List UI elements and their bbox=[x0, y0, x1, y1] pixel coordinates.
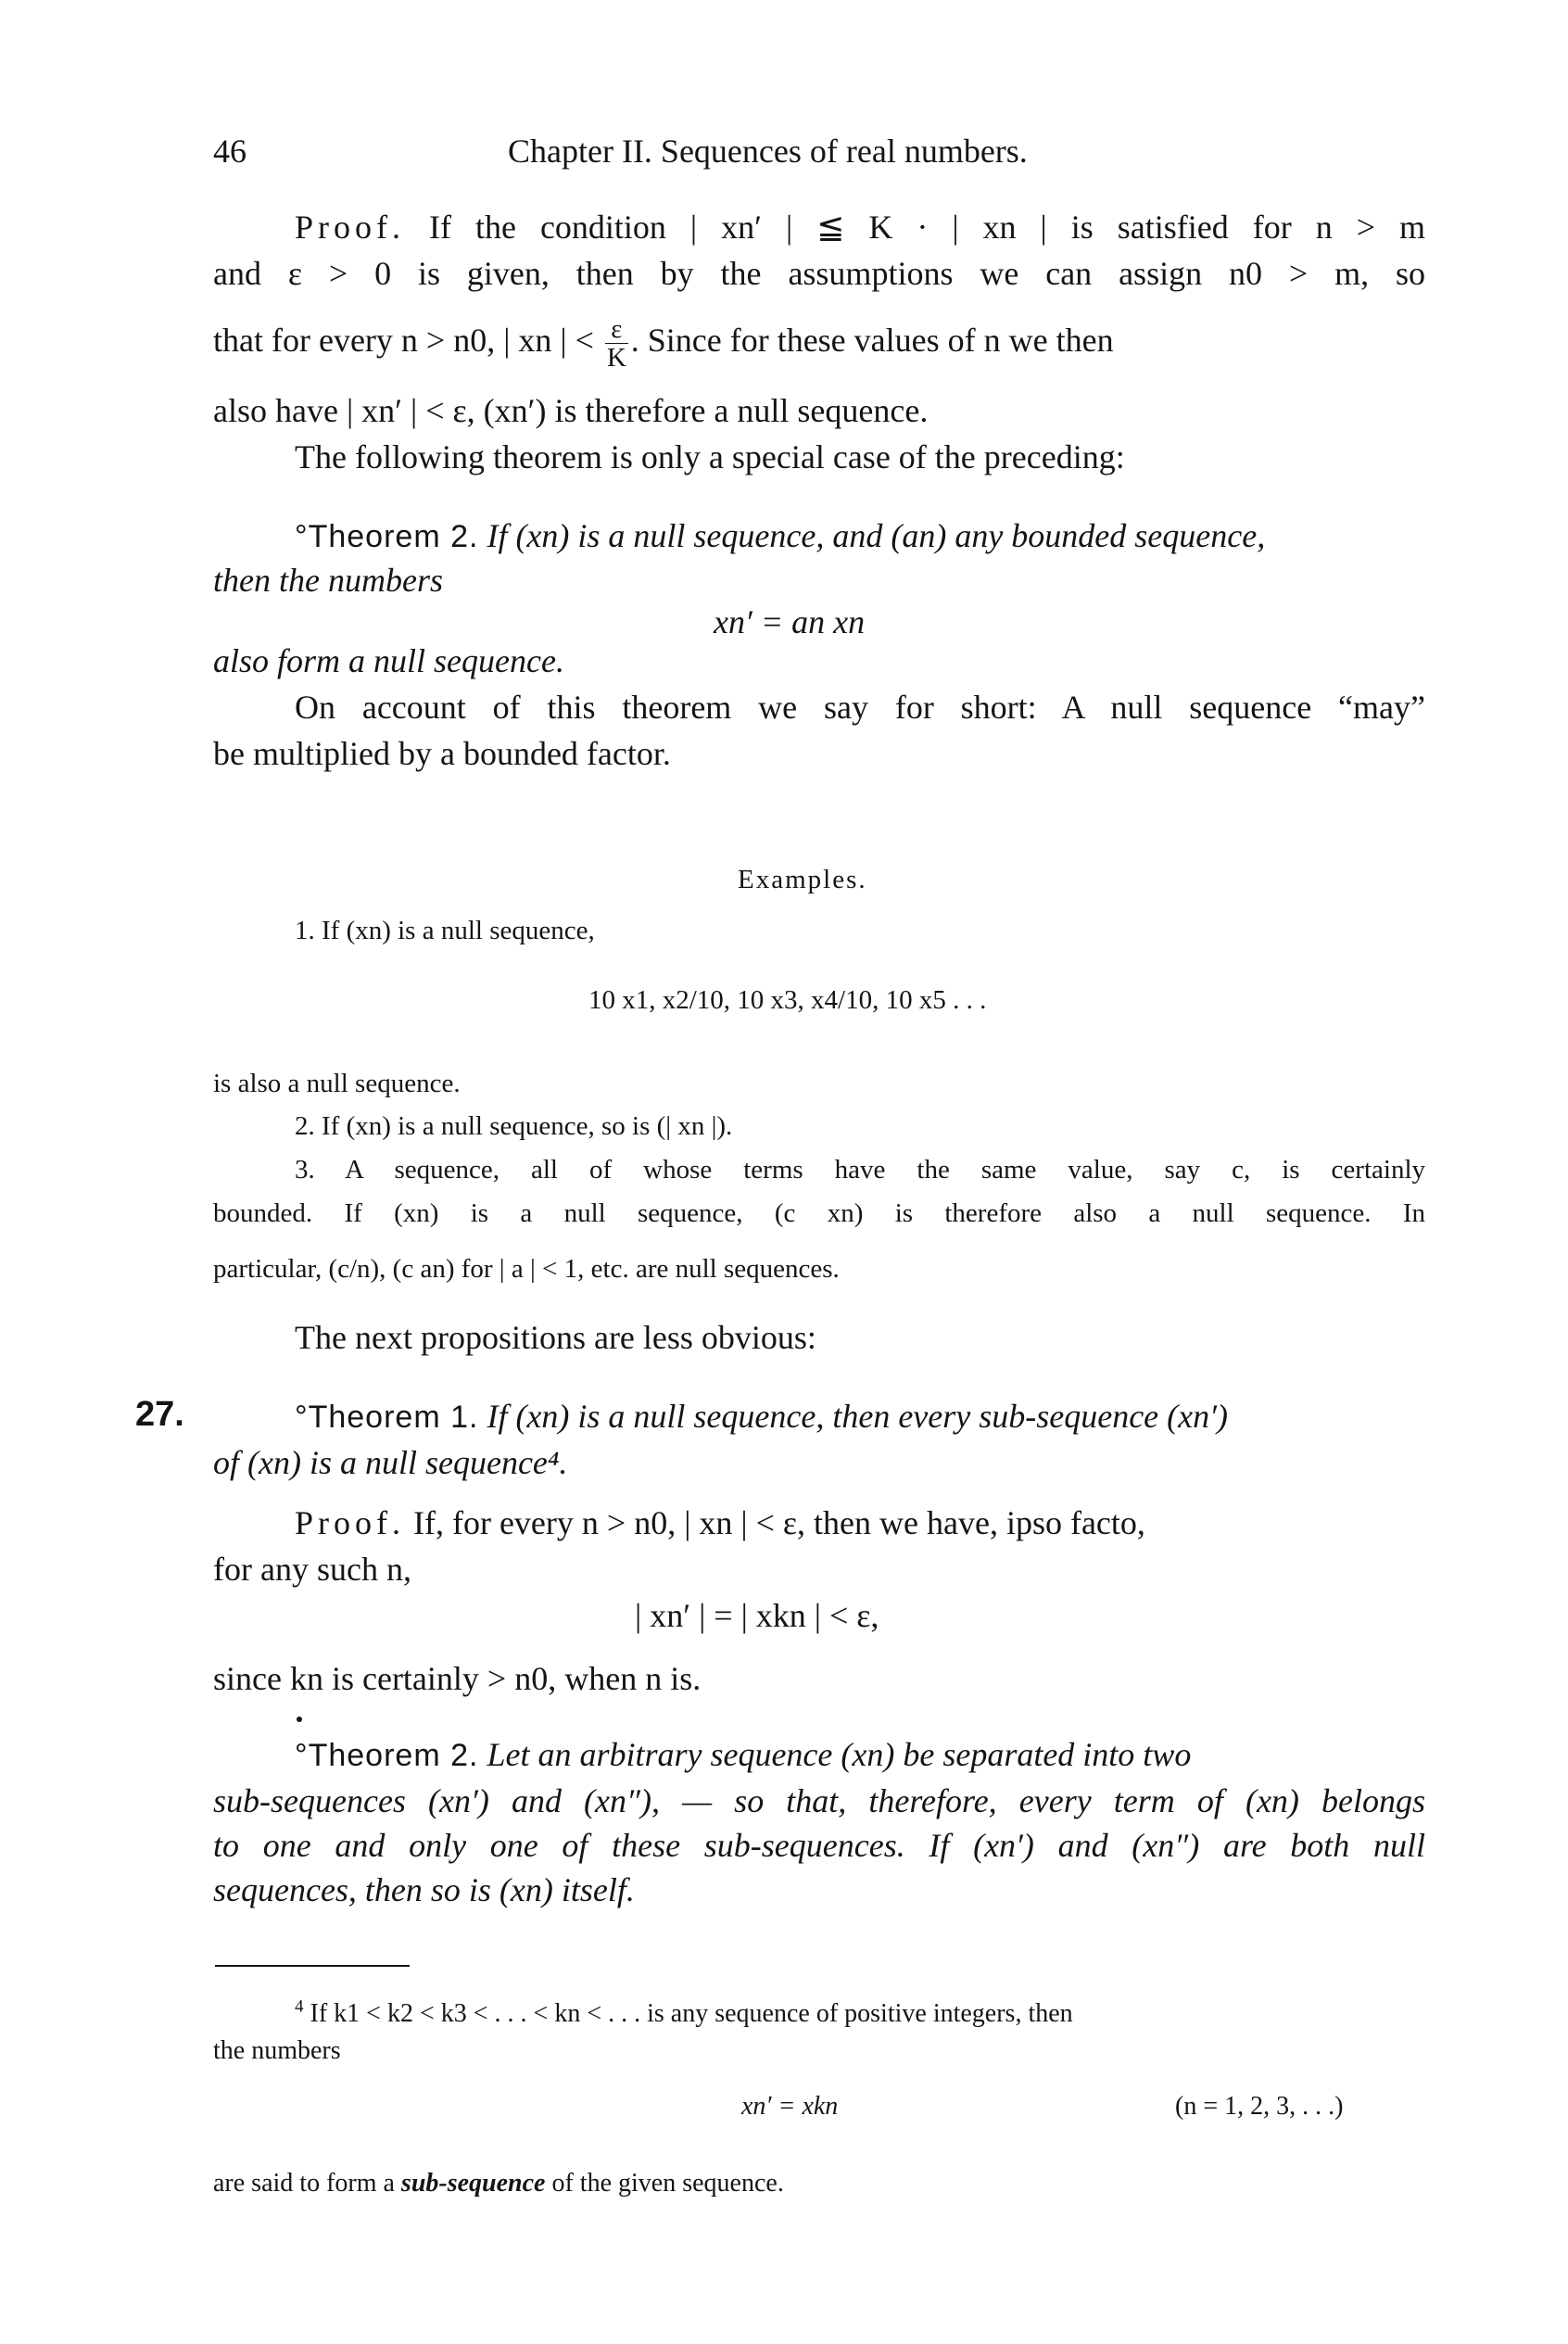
theorem-2b-label: °Theorem 2. bbox=[295, 1738, 479, 1773]
footnote-term: sub-sequence bbox=[400, 2169, 546, 2198]
example-2: 2. If (xn) is a null sequence, so is (| xn |). bbox=[295, 1111, 733, 1141]
example-3-line-1: 3. A sequence, all of whose terms have the same value, say c, is certainly bbox=[295, 1155, 1425, 1185]
running-title: Chapter II. Sequences of real numbers. bbox=[508, 133, 1028, 170]
proof-line-3 bbox=[213, 315, 1425, 372]
section-number: 27. bbox=[135, 1395, 184, 1434]
theorem-2a-formula: xn′ = an xn bbox=[714, 603, 866, 640]
theorem-2b-line-3: to one and only one of these sub-sequences. If (xn′) and (xn″) are both null bbox=[213, 1827, 1425, 1864]
proof-2-line-3: since kn is certainly > n0, when n is. bbox=[213, 1660, 702, 1697]
theorem-2b-text-1: Let an arbitrary sequence (xn) be separated into two bbox=[487, 1736, 1192, 1773]
footnote-line-1 bbox=[295, 1997, 1425, 2031]
theorem-1-text-1: If (xn) is a null sequence, then every sub-sequence (xn′) bbox=[487, 1398, 1228, 1435]
theorem-1-line-2: of (xn) is a null sequence⁴. bbox=[213, 1444, 568, 1481]
proof-line-3-end: . Since for these values of n we then bbox=[630, 322, 1114, 359]
theorem-2a-line-3: also form a null sequence. bbox=[213, 642, 564, 679]
proof-text-1: If the condition | xn′ | ≦ K · | xn | is satisfied for n > m bbox=[405, 209, 1425, 246]
proof-2-text-1: If, for every n > n0, | xn | < ε, then we have, ipso facto, bbox=[405, 1504, 1145, 1541]
page-number: 46 bbox=[213, 133, 247, 170]
theorem-2b-line-2: sub-sequences (xn′) and (xn″), — so that, therefore, every term of (xn) belongs bbox=[213, 1782, 1425, 1819]
footnote-formula-note: (n = 1, 2, 3, . . .) bbox=[1175, 2092, 1344, 2121]
proof-2-line-1 bbox=[295, 1501, 1425, 1544]
theorem-2a-label: °Theorem 2. bbox=[295, 519, 479, 554]
proof-line-1 bbox=[295, 206, 1425, 248]
proof-line-4: also have | xn′ | < ε, (xn′) is therefore a null sequence. bbox=[213, 392, 929, 429]
theorem-2b-line-1 bbox=[295, 1733, 1425, 1777]
next-propositions: The next propositions are less obvious: bbox=[295, 1319, 816, 1356]
example-1-line: 1. If (xn) is a null sequence, bbox=[295, 916, 595, 945]
footnote-formula: xn′ = xkn bbox=[741, 2092, 839, 2121]
proof-line-3-start: that for every n > n0, | xn | < bbox=[213, 322, 594, 359]
theorem-1-line-1 bbox=[295, 1395, 1425, 1438]
footnote-line-3-start: are said to form a bbox=[213, 2169, 395, 2198]
footnote-text-1: If k1 < k2 < k3 < . . . < kn < . . . is any sequence of positive integers, then bbox=[310, 1999, 1073, 2028]
remark-line-2: be multiplied by a bounded factor. bbox=[213, 735, 671, 772]
proof-2-line-2: for any such n, bbox=[213, 1551, 411, 1588]
example-3-line-2: bounded. If (xn) is a null sequence, (c xn) is therefore also a null sequence. In bbox=[213, 1198, 1425, 1228]
margin-dot bbox=[297, 1717, 302, 1722]
proof-label: Proof. bbox=[295, 209, 405, 246]
footnote-marker: 4 bbox=[295, 1996, 304, 2017]
footnote-line-3 bbox=[213, 2167, 784, 2200]
theorem-1-label: °Theorem 1. bbox=[295, 1400, 479, 1435]
intro-theorem-2: The following theorem is only a special case of the preceding: bbox=[295, 438, 1125, 475]
examples-heading: Examples. bbox=[738, 865, 867, 894]
theorem-2a-line-2: then the numbers bbox=[213, 562, 443, 599]
proof-line-2: and ε > 0 is given, then by the assumptions we can assign n0 > m, so bbox=[213, 255, 1425, 292]
example-1-formula: 10 x1, x2/10, 10 x3, x4/10, 10 x5 . . . bbox=[588, 985, 987, 1015]
footnote-line-3-end: of the given sequence. bbox=[551, 2169, 784, 2198]
example-3-line-3: particular, (c/n), (c an) for | a | < 1, etc. are null sequences. bbox=[213, 1254, 840, 1284]
theorem-2a-line-1 bbox=[295, 514, 1425, 558]
remark-line-1: On account of this theorem we say for short: A null sequence “may” bbox=[295, 689, 1425, 726]
theorem-2b-line-4: sequences, then so is (xn) itself. bbox=[213, 1871, 635, 1908]
footnote-line-2: the numbers bbox=[213, 2036, 341, 2065]
theorem-2a-text-1: If (xn) is a null sequence, and (an) any bounded sequence, bbox=[487, 517, 1266, 554]
epsilon-over-k: $\frac{\varepsilon}{K}$ bbox=[606, 314, 626, 374]
example-1-end: is also a null sequence. bbox=[213, 1069, 461, 1098]
footnote-rule bbox=[215, 1965, 410, 1967]
proof-2-label: Proof. bbox=[295, 1504, 405, 1541]
proof-2-formula: | xn′ | = | xkn | < ε, bbox=[635, 1597, 879, 1634]
